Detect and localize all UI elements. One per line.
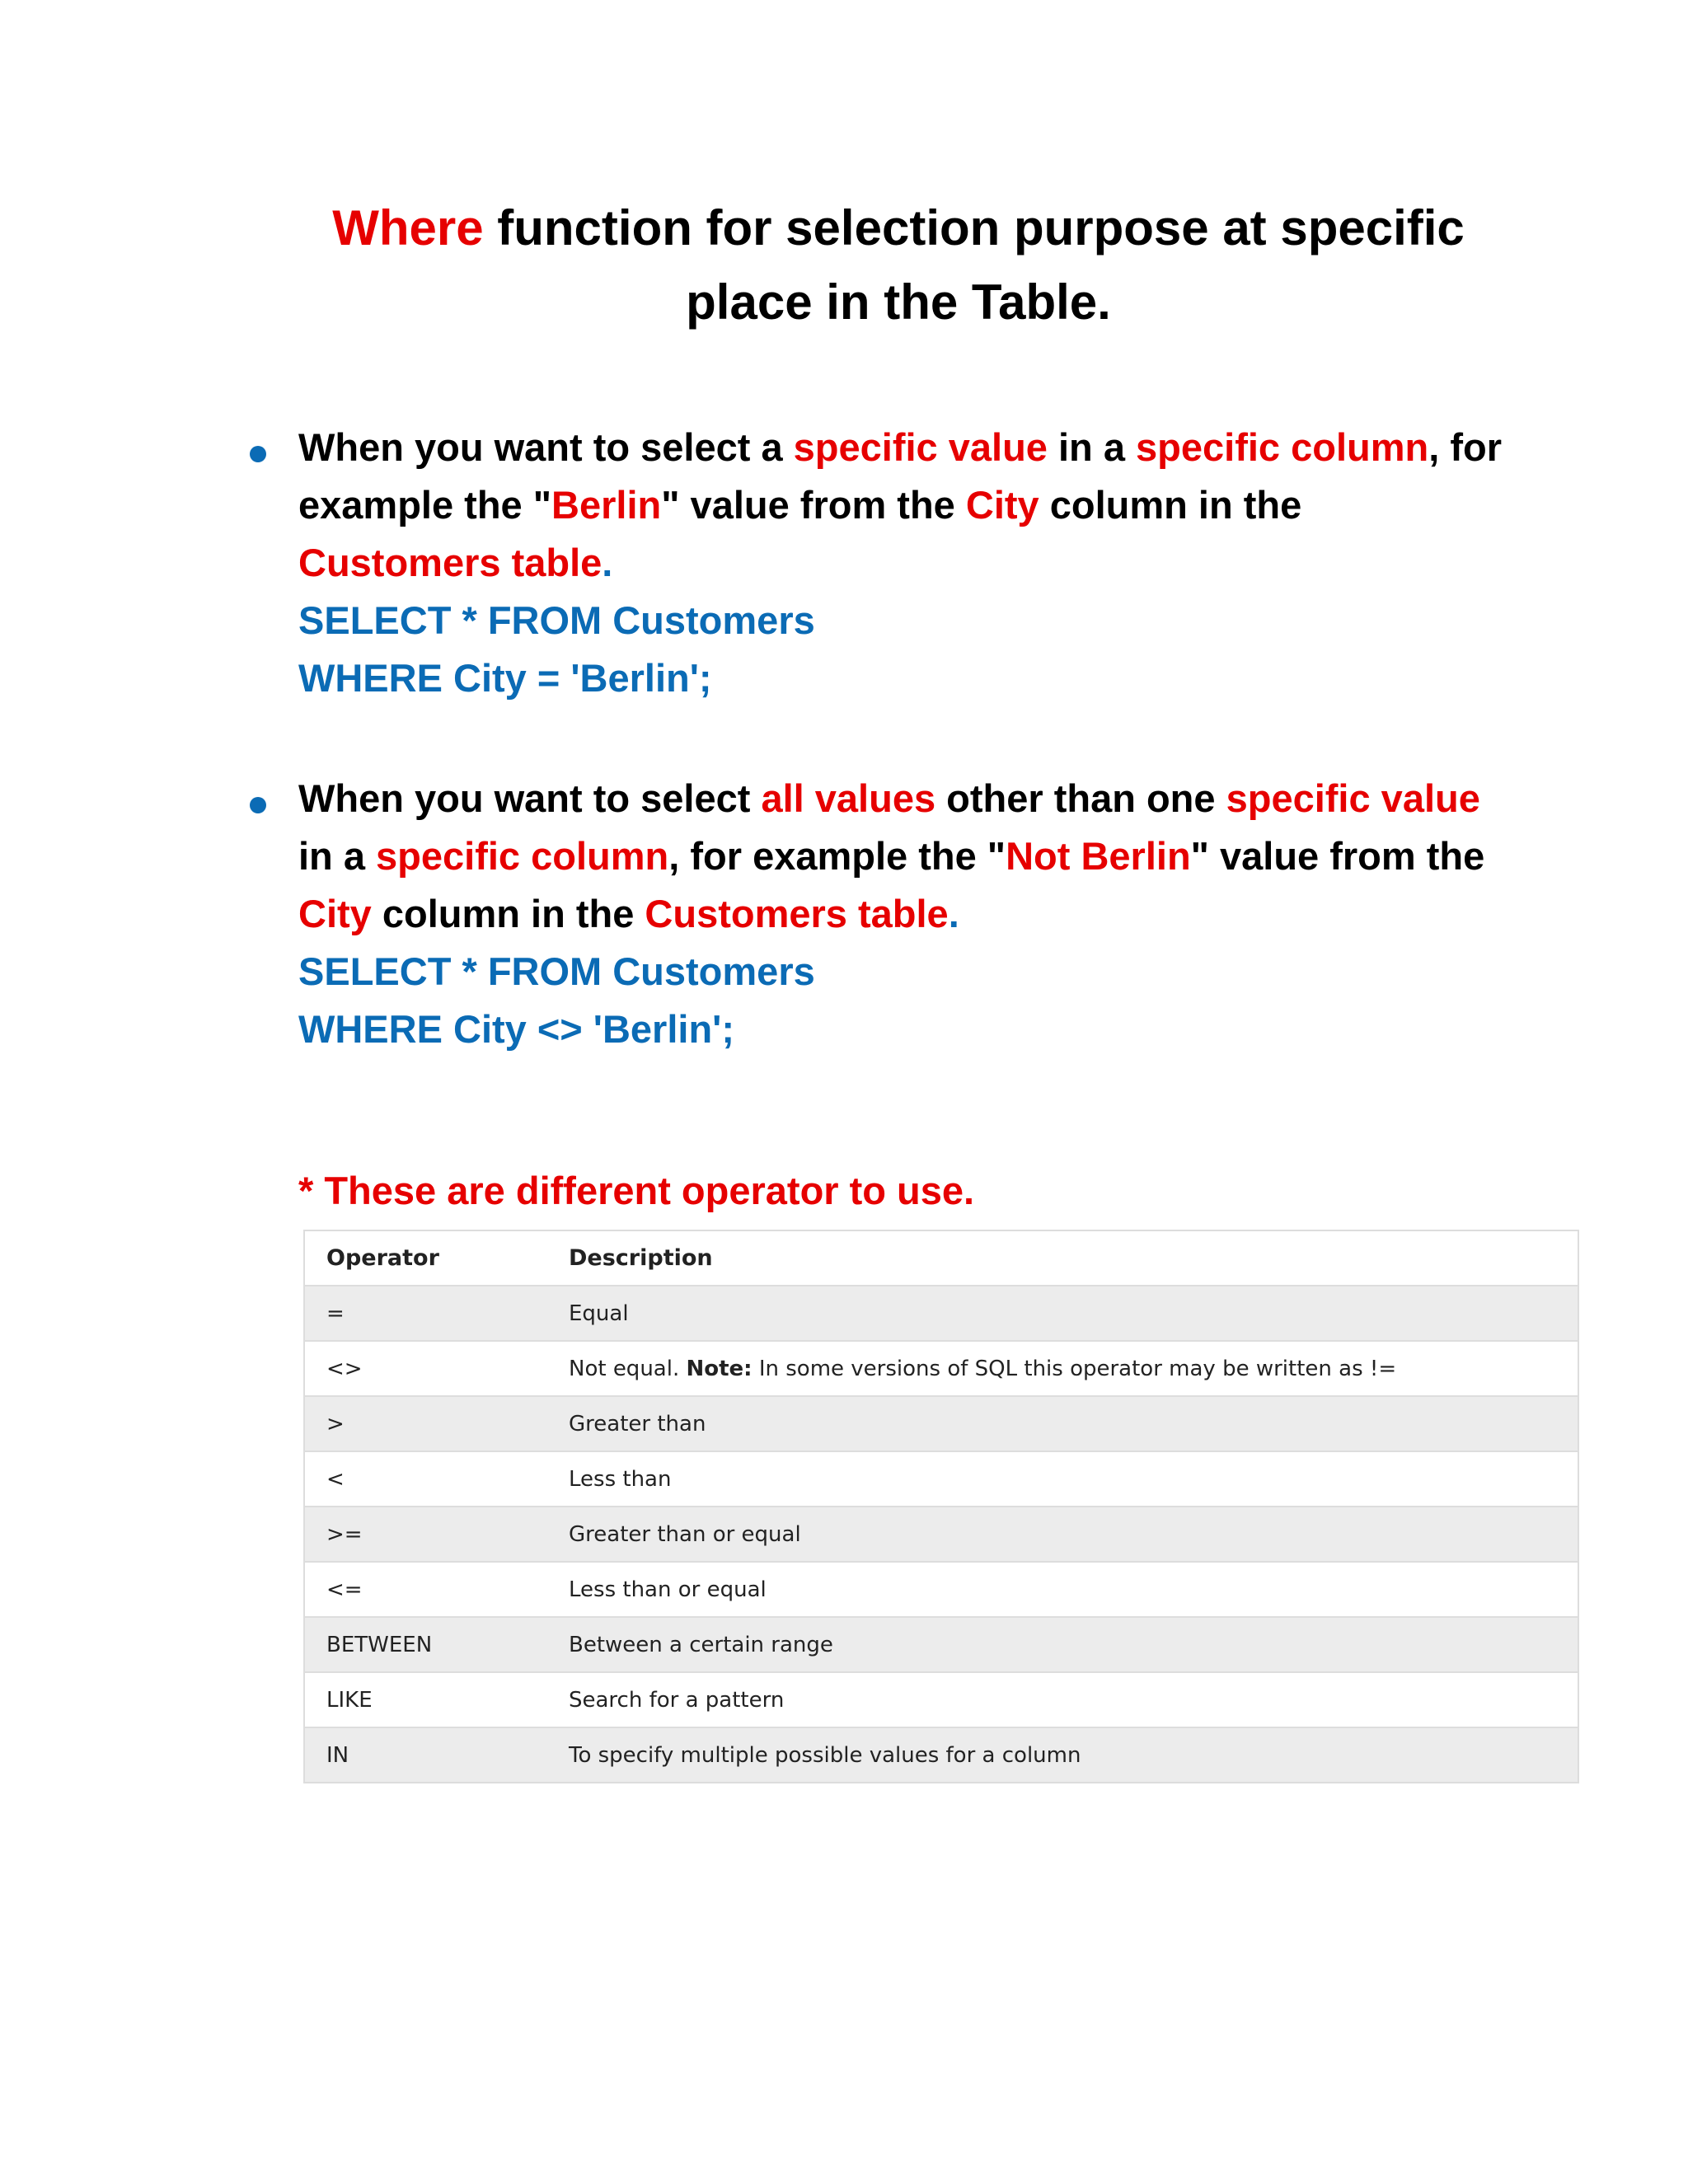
- highlight-text: City: [965, 483, 1039, 527]
- operator-cell: <=: [304, 1562, 547, 1617]
- bullet-text: [298, 770, 1558, 1058]
- highlight-text: specific column: [1136, 425, 1429, 469]
- text-run: in a: [1047, 425, 1137, 469]
- bullet-dot-icon: [250, 797, 266, 813]
- text-run: , for example the ": [298, 425, 1503, 527]
- table-row: [304, 1617, 1578, 1672]
- page-title: [280, 191, 1517, 340]
- table-row: [304, 1672, 1578, 1727]
- description-cell: Less than: [547, 1451, 1578, 1507]
- bullet-item-equal: [239, 419, 1558, 707]
- highlight-text: specific value: [1226, 776, 1480, 820]
- description-cell: To specify multiple possible values for a column: [547, 1727, 1578, 1783]
- sql-code-line: SELECT * FROM Customers: [298, 949, 815, 993]
- operator-cell: BETWEEN: [304, 1617, 547, 1672]
- text-run: When you want to select a: [298, 425, 794, 469]
- description-cell: Greater than: [547, 1396, 1578, 1451]
- text-run: , for example the ": [668, 834, 1006, 878]
- sql-code-line: SELECT * FROM Customers: [298, 598, 815, 642]
- text-run: " value from the: [1190, 834, 1485, 878]
- text-run: other than one: [935, 776, 1226, 820]
- table-row: [304, 1507, 1578, 1562]
- bullet-dot-icon: [250, 446, 266, 462]
- description-cell: Equal: [547, 1286, 1578, 1341]
- title-text: function for selection purpose at specific place in the Table.: [483, 200, 1465, 330]
- sql-code-line: WHERE City <> 'Berlin';: [298, 1007, 735, 1051]
- highlight-text: Berlin: [551, 483, 662, 527]
- text-run: in a: [298, 834, 377, 878]
- operators-table: [303, 1230, 1579, 1783]
- operator-cell: LIKE: [304, 1672, 547, 1727]
- text-run: column in the: [1039, 483, 1302, 527]
- operator-cell: >=: [304, 1507, 547, 1562]
- sql-code-line: WHERE City = 'Berlin';: [298, 656, 712, 700]
- description-cell: [547, 1341, 1578, 1396]
- highlight-text: Customers table: [298, 541, 603, 584]
- column-header-operator: Operator: [304, 1230, 547, 1286]
- bullet-text: [298, 419, 1558, 707]
- description-text: Not equal.: [569, 1356, 687, 1381]
- table-row: [304, 1396, 1578, 1451]
- note-label: Note:: [686, 1356, 753, 1381]
- table-header-row: [304, 1230, 1578, 1286]
- table-row: [304, 1451, 1578, 1507]
- operators-note: * These are different operator to use.: [298, 1169, 975, 1212]
- text-run: .: [602, 541, 613, 584]
- highlight-text: Customers table: [645, 892, 949, 935]
- text-run: column in the: [371, 892, 645, 935]
- table-row: [304, 1562, 1578, 1617]
- operator-cell: IN: [304, 1727, 547, 1783]
- column-header-description: Description: [547, 1230, 1578, 1286]
- text-run: " value from the: [661, 483, 966, 527]
- highlight-text: specific value: [793, 425, 1048, 469]
- text-run: When you want to select: [298, 776, 762, 820]
- bullet-item-not-equal: [239, 770, 1558, 1058]
- table-row: [304, 1286, 1578, 1341]
- description-cell: Greater than or equal: [547, 1507, 1578, 1562]
- description-cell: Between a certain range: [547, 1617, 1578, 1672]
- description-cell: Search for a pattern: [547, 1672, 1578, 1727]
- highlight-text: specific column: [376, 834, 669, 878]
- text-run: .: [948, 892, 959, 935]
- operator-cell: <>: [304, 1341, 547, 1396]
- table-row: [304, 1341, 1578, 1396]
- description-text: In some versions of SQL this operator may be written as !=: [752, 1356, 1397, 1381]
- title-keyword: Where: [332, 200, 484, 255]
- operator-cell: =: [304, 1286, 547, 1341]
- highlight-text: all values: [761, 776, 936, 820]
- table-row: [304, 1727, 1578, 1783]
- operator-cell: <: [304, 1451, 547, 1507]
- description-cell: Less than or equal: [547, 1562, 1578, 1617]
- highlight-text: Not Berlin: [1006, 834, 1191, 878]
- operator-cell: >: [304, 1396, 547, 1451]
- highlight-text: City: [298, 892, 372, 935]
